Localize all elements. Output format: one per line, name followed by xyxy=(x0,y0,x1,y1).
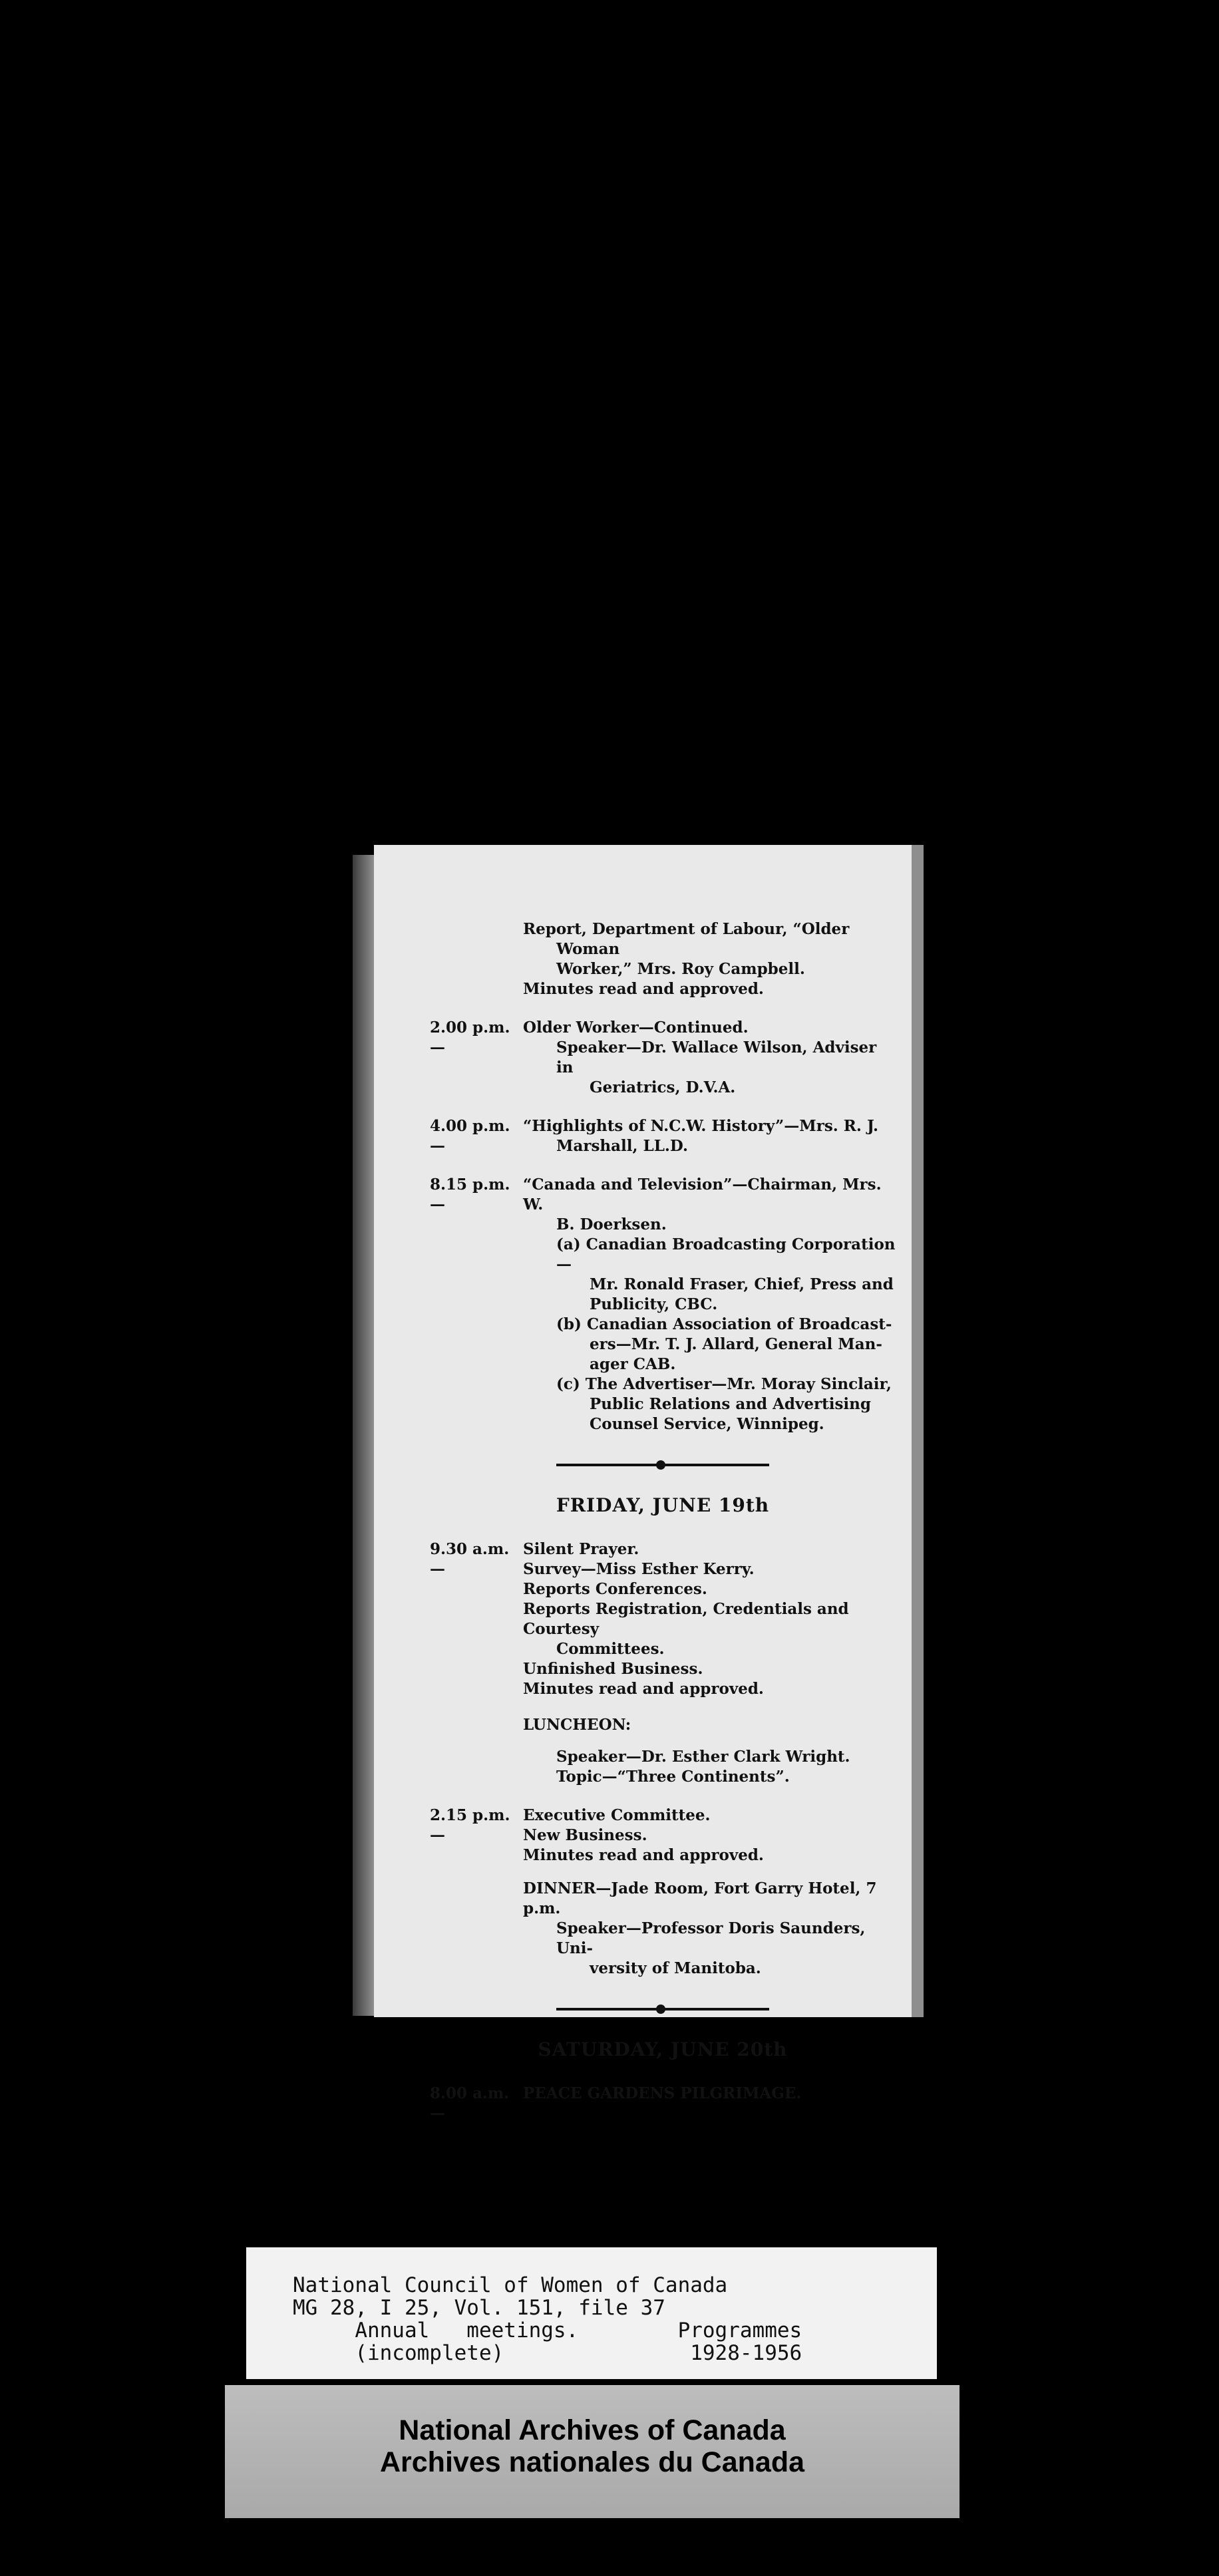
label-line-3: Annual meetings. Programmes xyxy=(293,2319,802,2342)
subitem-line: Public Relations and Advertising xyxy=(590,1395,871,1413)
time-4pm: 4.00 p.m.— xyxy=(430,1117,510,1155)
session-line: B. Doerksen. xyxy=(556,1215,667,1233)
agenda-line: Unfinished Business. xyxy=(523,1660,703,1678)
session-815pm xyxy=(430,1175,896,1434)
page-shadow-edge xyxy=(353,855,377,2016)
label-line-4: (incomplete) 1928-1956 xyxy=(293,2341,802,2365)
friday-heading: FRIDAY, JUNE 19th xyxy=(556,1494,770,1516)
session-4pm xyxy=(430,1116,896,1156)
subitem-line: ers—Mr. T. J. Allard, General Man- xyxy=(590,1335,882,1353)
subitem-line: Publicity, CBC. xyxy=(590,1295,718,1313)
saturday-heading: SATURDAY, JUNE 20th xyxy=(538,2038,788,2060)
session-2pm xyxy=(430,1018,896,1098)
time-215pm: 2.15 p.m.— xyxy=(430,1806,510,1844)
agenda-line: New Business. xyxy=(523,1826,647,1844)
continuation-line-2: Worker,” Mrs. Roy Campbell. xyxy=(556,960,805,978)
agenda-line: PEACE GARDENS PILGRIMAGE. xyxy=(523,2084,802,2102)
section-divider xyxy=(556,2008,769,2011)
agenda-line: Minutes read and approved. xyxy=(523,1680,764,1698)
dinner-line: versity of Manitoba. xyxy=(590,1959,761,1977)
agenda-line: Reports Registration, Credentials and Courtesy xyxy=(523,1600,849,1638)
session-215pm xyxy=(430,1806,896,1865)
subitem-c: (c) The Advertiser—Mr. Moray Sinclair, xyxy=(556,1375,892,1393)
luncheon-heading: LUNCHEON: xyxy=(523,1716,631,1734)
luncheon-line: Speaker—Dr. Esther Clark Wright. xyxy=(556,1748,850,1766)
time-815pm: 8.15 p.m.— xyxy=(430,1176,510,1213)
dinner-line: Speaker—Professor Doris Saunders, Uni- xyxy=(556,1919,866,1957)
subitem-line: Counsel Service, Winnipeg. xyxy=(590,1415,824,1433)
session-8am xyxy=(430,2084,896,2122)
banner-french: Archives nationales du Canada xyxy=(379,2446,805,2478)
label-line-2: MG 28, I 25, Vol. 151, file 37 xyxy=(293,2296,665,2320)
agenda-line: Silent Prayer. xyxy=(523,1540,639,1558)
agenda-line: Reports Conferences. xyxy=(523,1580,707,1598)
session-line: Marshall, LL.D. xyxy=(556,1137,689,1155)
agenda-line: Minutes read and approved. xyxy=(523,1846,764,1864)
section-divider xyxy=(556,1464,769,1466)
continuation-line-3: Minutes read and approved. xyxy=(523,980,764,998)
session-title: Older Worker—Continued. xyxy=(523,1019,749,1037)
agenda-line: Survey—Miss Esther Kerry. xyxy=(523,1560,755,1578)
banner-english: National Archives of Canada xyxy=(399,2414,786,2446)
agenda-line: Committees. xyxy=(556,1640,665,1658)
time-2pm: 2.00 p.m.— xyxy=(430,1019,510,1056)
session-title: “Highlights of N.C.W. History”—Mrs. R. J. xyxy=(523,1117,879,1135)
session-line: Speaker—Dr. Wallace Wilson, Adviser in xyxy=(556,1039,877,1076)
dinner-line: DINNER—Jade Room, Fort Garry Hotel, 7 p.m. xyxy=(523,1879,877,1917)
subitem-a: (a) Canadian Broadcasting Corporation— xyxy=(556,1235,896,1273)
archives-banner xyxy=(225,2385,959,2518)
session-930am xyxy=(430,1539,896,1699)
subitem-b: (b) Canadian Association of Broadcast- xyxy=(556,1315,892,1333)
continuation-line-1: Report, Department of Labour, “Older Woman xyxy=(523,920,850,958)
time-930am: 9.30 a.m.— xyxy=(430,1540,510,1578)
subitem-line: Mr. Ronald Fraser, Chief, Press and xyxy=(590,1275,894,1293)
subitem-line: ager CAB. xyxy=(590,1355,676,1373)
programme-page xyxy=(374,845,924,2122)
session-line: Geriatrics, D.V.A. xyxy=(590,1078,736,1096)
archive-label xyxy=(246,2247,937,2379)
luncheon-line: Topic—“Three Continents”. xyxy=(556,1768,790,1786)
programme-text xyxy=(430,919,896,2122)
label-line-1: National Council of Women of Canada xyxy=(293,2273,728,2297)
time-8am: 8.00 a.m.— xyxy=(430,2084,510,2122)
session-title: “Canada and Television”—Chairman, Mrs. W. xyxy=(523,1176,882,1213)
agenda-line: Executive Committee. xyxy=(523,1806,711,1824)
